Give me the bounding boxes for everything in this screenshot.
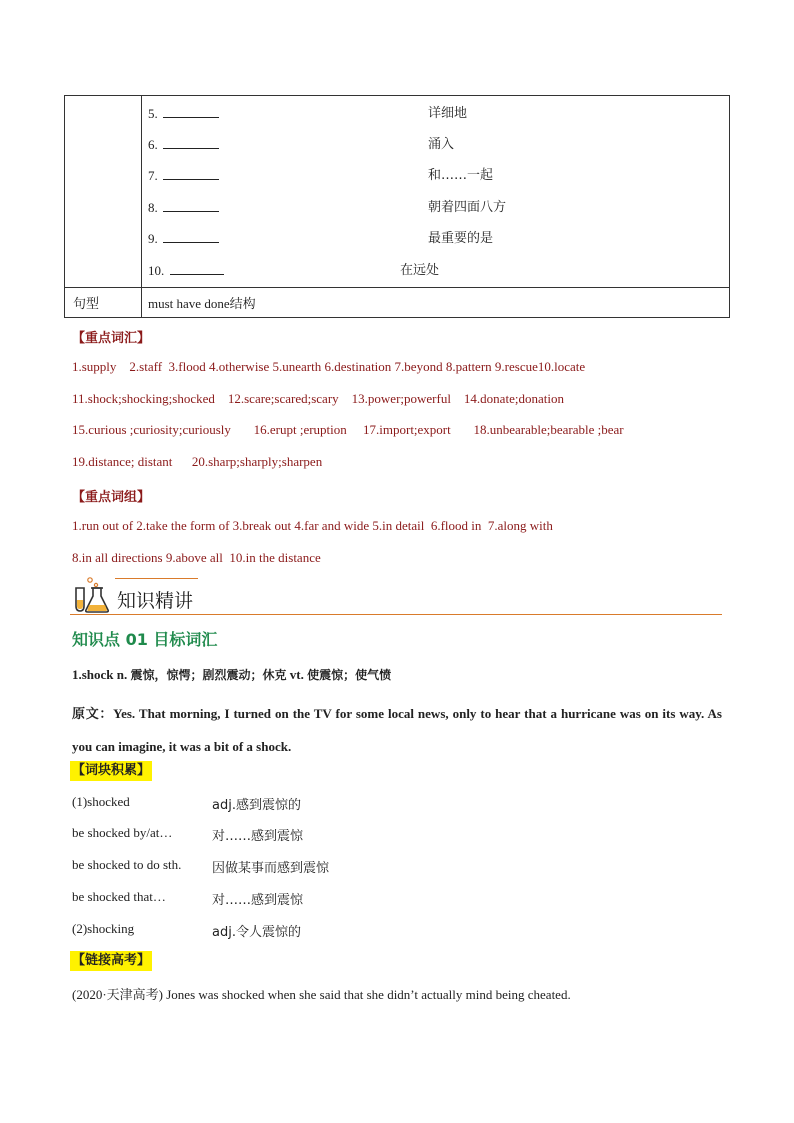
answer-blank	[170, 261, 224, 275]
row-number: 7.	[148, 168, 158, 183]
word-entry	[72, 666, 391, 683]
entry-meaning: 震惊，惊愕；剧烈震动；休克	[130, 668, 287, 682]
original-sentence: Yes. That morning, I turned on the TV for some local news, only to hear that a hurricane was on its way. As you can imagine, it was a bit of a shock.	[72, 706, 722, 754]
banner-underline	[70, 614, 722, 615]
phrase-meaning: 对……感到震惊	[212, 893, 304, 908]
key-vocab-line: 15.curious ;curiosity;curiously 16.erupt ;eruption 17.import;export 18.unbearable;bearable ;bear	[72, 422, 624, 437]
phrase-term: be shocked that…	[72, 889, 166, 904]
answer-blank	[163, 135, 219, 149]
key-phrases-line: 8.in all directions 9.above all 10.in the distance	[72, 550, 321, 565]
vocab-table	[64, 95, 730, 318]
phrase-meaning: 对……感到震惊	[212, 829, 304, 844]
answer-blank	[163, 104, 219, 118]
entry-pos: n.	[116, 667, 128, 682]
row-meaning: 朝着四面八方	[428, 200, 507, 215]
pattern-value-cn: 结构	[229, 297, 256, 312]
pattern-value	[148, 293, 256, 312]
list-item	[72, 921, 301, 940]
original-label: 原文：	[72, 707, 114, 722]
section-title: 知识精讲	[117, 590, 194, 612]
table-row	[65, 261, 729, 281]
answer-blank	[163, 229, 219, 243]
row-number: 10.	[148, 263, 165, 278]
row-number: 5.	[148, 106, 158, 121]
list-item	[72, 825, 304, 844]
key-vocab-line: 11.shock;shocking;shocked 12.scare;scared;scary 13.power;powerful 14.donate;donation	[72, 391, 564, 406]
row-meaning: 在远处	[400, 263, 440, 278]
list-item	[72, 857, 330, 876]
link-exam-tag: 【链接高考】	[70, 951, 152, 971]
table-row	[65, 229, 729, 249]
table-row-divider	[65, 287, 729, 288]
row-number: 6.	[148, 137, 158, 152]
flask-icon	[70, 576, 110, 614]
exam-example: (2020·天津高考) Jones was shocked when she said that she didn’t actually mind being cheated.	[72, 987, 571, 1002]
phrase-term: (2)shocking	[72, 921, 135, 936]
list-item	[72, 889, 304, 908]
key-phrases-line: 1.run out of 2.take the form of 3.break out 4.far and wide 5.in detail 6.flood in 7.along with	[72, 518, 553, 533]
entry-word: 1.shock	[72, 667, 114, 682]
key-vocab-header: 【重点词汇】	[72, 331, 151, 346]
phrase-meaning: adj.令人震惊的	[212, 925, 301, 940]
phrase-meaning: 因做某事而感到震惊	[212, 861, 330, 876]
knowledge-point-title: 知识点 01 目标词汇	[72, 630, 218, 649]
key-vocab-line: 19.distance; distant 20.sharp;sharply;sharpen	[72, 454, 323, 469]
phrase-term: be shocked by/at…	[72, 825, 173, 840]
row-number: 8.	[148, 200, 158, 215]
section-banner	[70, 576, 722, 616]
pattern-value-en: must have done	[148, 296, 230, 311]
key-vocab-line: 1.supply 2.staff 3.flood 4.otherwise 5.unearth 6.destination 7.beyond 8.pattern 9.rescue10.locate	[72, 359, 586, 374]
accumulate-tag: 【词块积累】	[70, 761, 152, 781]
row-meaning: 和……一起	[428, 168, 494, 183]
row-meaning: 最重要的是	[428, 231, 494, 246]
answer-blank	[163, 198, 219, 212]
row-meaning: 涌入	[428, 137, 455, 152]
list-item	[72, 794, 301, 813]
row-meaning: 详细地	[428, 106, 468, 121]
phrase-term: be shocked to do sth.	[72, 857, 182, 872]
answer-blank	[163, 166, 219, 180]
table-row	[65, 166, 729, 186]
entry-meaning: 使震惊；使气愤	[307, 668, 392, 682]
key-phrases-header: 【重点词组】	[72, 490, 151, 505]
banner-accent-line	[115, 578, 198, 579]
table-row	[65, 135, 729, 155]
original-text	[72, 698, 722, 763]
phrase-term: (1)shocked	[72, 794, 130, 809]
table-row	[65, 104, 729, 124]
table-row	[65, 198, 729, 218]
phrase-meaning: adj.感到震惊的	[212, 798, 301, 813]
pattern-label: 句型	[73, 297, 100, 312]
entry-pos: vt.	[289, 667, 304, 682]
row-number: 9.	[148, 231, 158, 246]
